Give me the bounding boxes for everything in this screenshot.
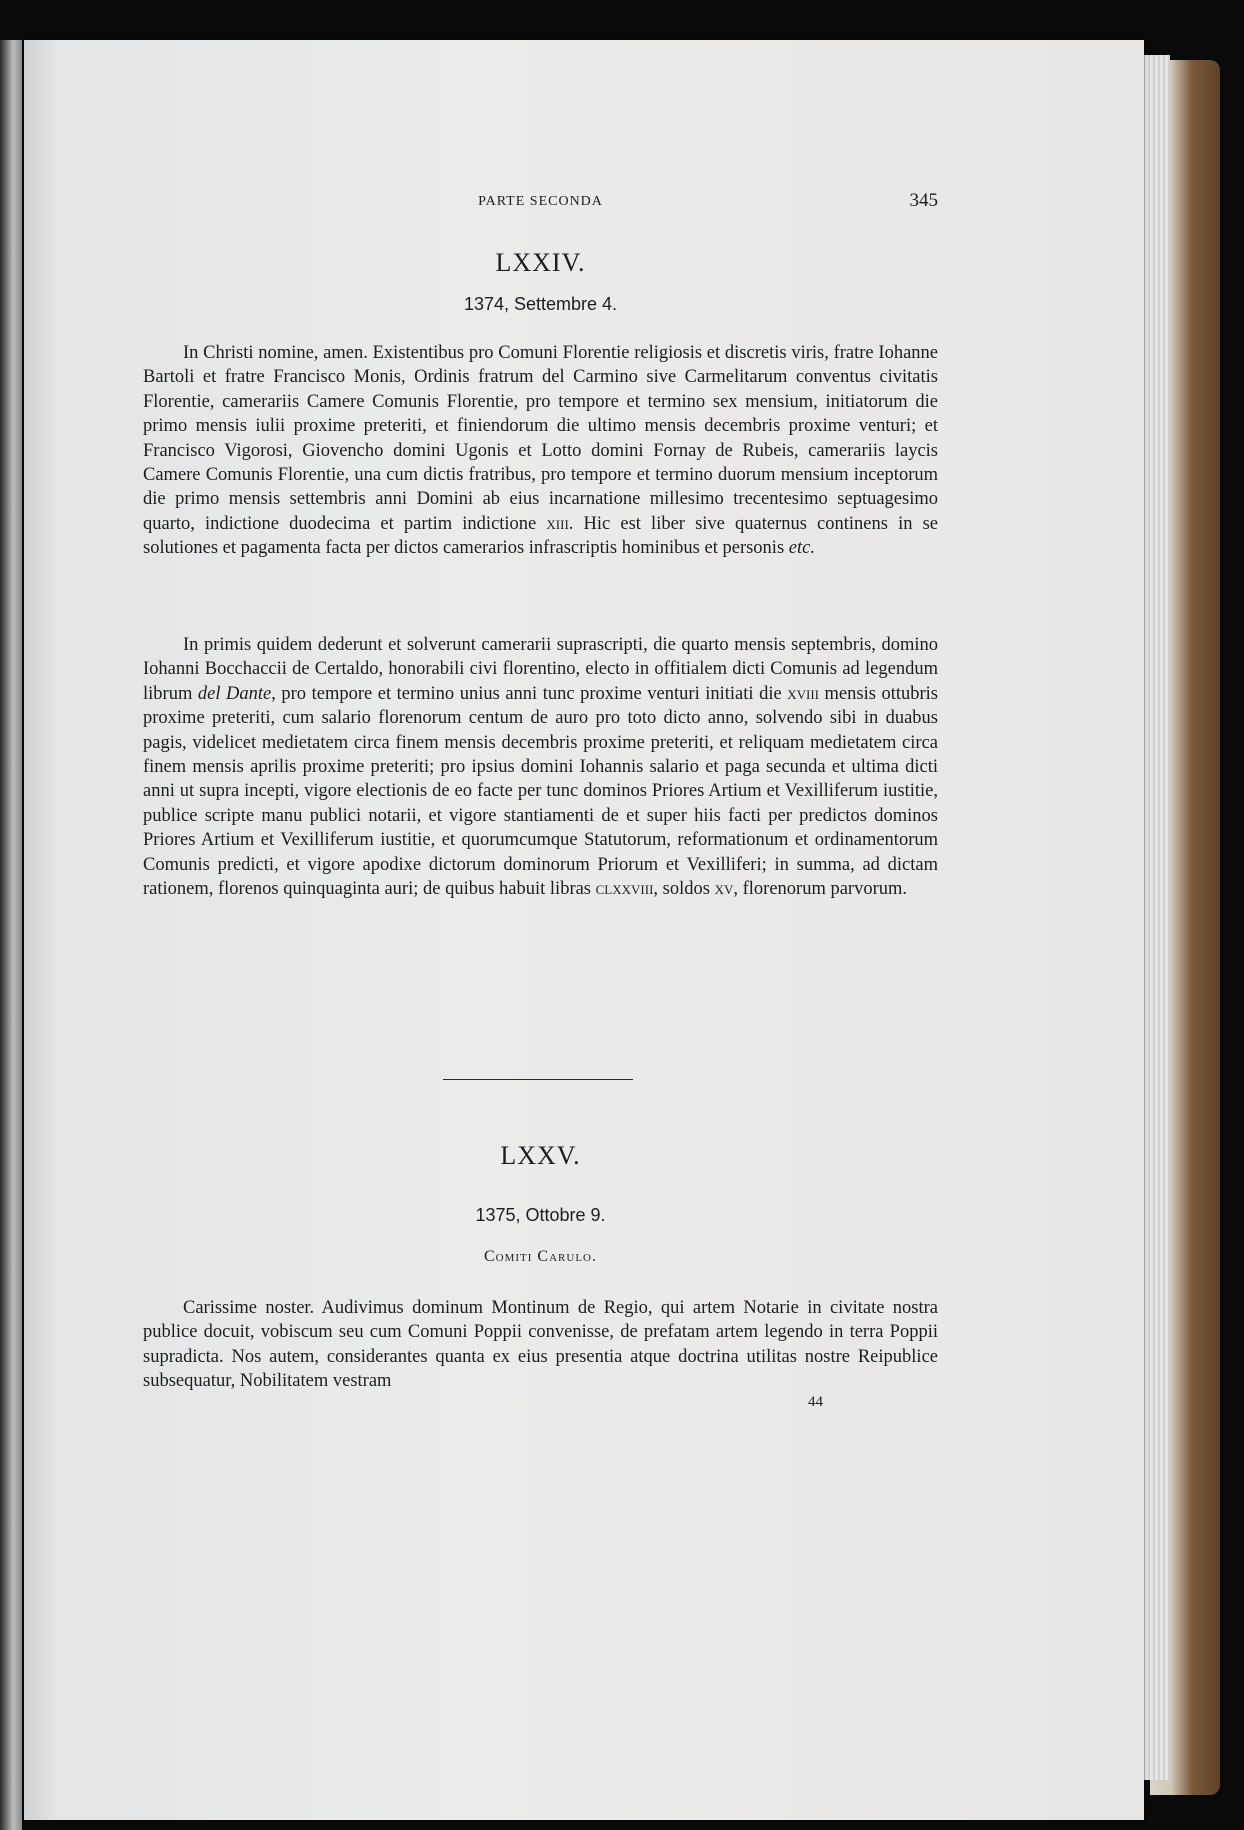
running-head: [143, 190, 938, 214]
document-paragraph: [143, 1296, 938, 1394]
italic-text: del Dante: [197, 683, 272, 704]
page-number: 345: [909, 190, 938, 211]
running-title: PARTE SECONDA: [478, 194, 603, 209]
document-number: LXXV.: [500, 1141, 581, 1170]
addressee: Comiti Carulo.: [483, 1248, 597, 1265]
paragraph-text: , florenorum parvorum.: [733, 879, 908, 900]
document-number: LXXIV.: [495, 248, 586, 277]
paragraph-text: In primis quidem dederunt et solverunt camerarii suprascripti, die quarto mensis septembris, domino Iohanni Bocchaccii de Certaldo, honorabili civi florentino, electo in offitialem dicti Comunis ad legendum librum: [143, 635, 938, 704]
paragraph-text: mensis ottubris proxime preteriti, cum salario florenorum centum de auro pro toto dicto anno, solvendo sibi in duabus pagis, videlicet medietatem circa finem mensis decembris proxime preteriti, et reliquam medietatem circa finem mensis aprilis proxime preteriti; pro ipsius domini Iohannis salario et paga secunda et ultima dicti anni ut supra incepti, vigore electionis de eo facte per tunc dominos Priores Artium et Vexilliferum iustitie, publice scripte manu publici notarii, et vigore stantiamenti de et super hiis facti per predictos dominos Priores Artium et Vexilliferum iustitie, et quorumcumque Statutorum, reformationum et ordinamentorum Comunis predicti, et vigore apodixe dictorum dominorum Priorum et Vexilliferi; in summa, ad dictam rationem, florenos quinquaginta auri; de quibus habuit libras: [143, 683, 938, 900]
roman-numeral: xviii: [787, 683, 819, 704]
paragraph-text: , soldos: [653, 879, 715, 900]
section-divider: [443, 1079, 633, 1080]
document-date: 1375, Ottobre 9.: [475, 1205, 606, 1225]
book-left-edge: [0, 40, 22, 1830]
roman-numeral: xv: [714, 879, 734, 900]
roman-numeral: xiii: [546, 513, 569, 534]
signature-mark: 44: [808, 1394, 823, 1410]
roman-numeral: clxxviii: [595, 879, 654, 900]
paragraph-text: . Hic est liber sive quaternus continens in se solutiones et pagamenta facta per dictos camerarios infrascriptis hominibus et personis: [143, 513, 938, 559]
book-page: [24, 40, 1144, 1820]
paragraph-text: Carissime noster. Audivimus dominum Montinum de Regio, qui artem Notarie in civitate nostra publice docuit, vobiscum seu cum Comuni Poppii convenisse, de prefatam artem legendo in terra Poppii supradicta. Nos autem, considerantes quanta ex eius presentia atque doctrina utilitas nostre Reipublice subsequatur, Nobilitatem vestram: [143, 1298, 938, 1392]
document-date: 1374, Settembre 4.: [463, 294, 618, 314]
italic-text: etc.: [788, 538, 815, 559]
document-paragraph: [143, 633, 938, 901]
paragraph-text: In Christi nomine, amen. Existentibus pro Comuni Florentie religiosis et discretis viris, fratre Iohanne Bartoli et fratre Francisco Monis, Ordinis fratrum del Carmino sive Carmelitarum conventus civitatis Florentie, camerariis Camere Comunis Florentie, pro tempore et termino sex mensium, initiatorum die primo mensis iulii proxime preteriti, et finiendorum die ultimo mensis decembris proxime venturi; et Francisco Vigorosi, Giovencho domini Ugonis et Lotto domini Fornay de Rubeis, camerariis laycis Camere Comunis Florentie, una cum dictis fratribus, pro tempore et termino duorum mensium inceptorum die primo mensis settembris anni Domini ab eius incarnatione millesimo trecentesimo septuagesimo quarto, indictione duodecima et partim indictione: [143, 343, 938, 534]
paragraph-text: , pro tempore et termino unius anni tunc proxime venturi initiati die: [271, 683, 788, 704]
document-paragraph: [143, 341, 938, 561]
